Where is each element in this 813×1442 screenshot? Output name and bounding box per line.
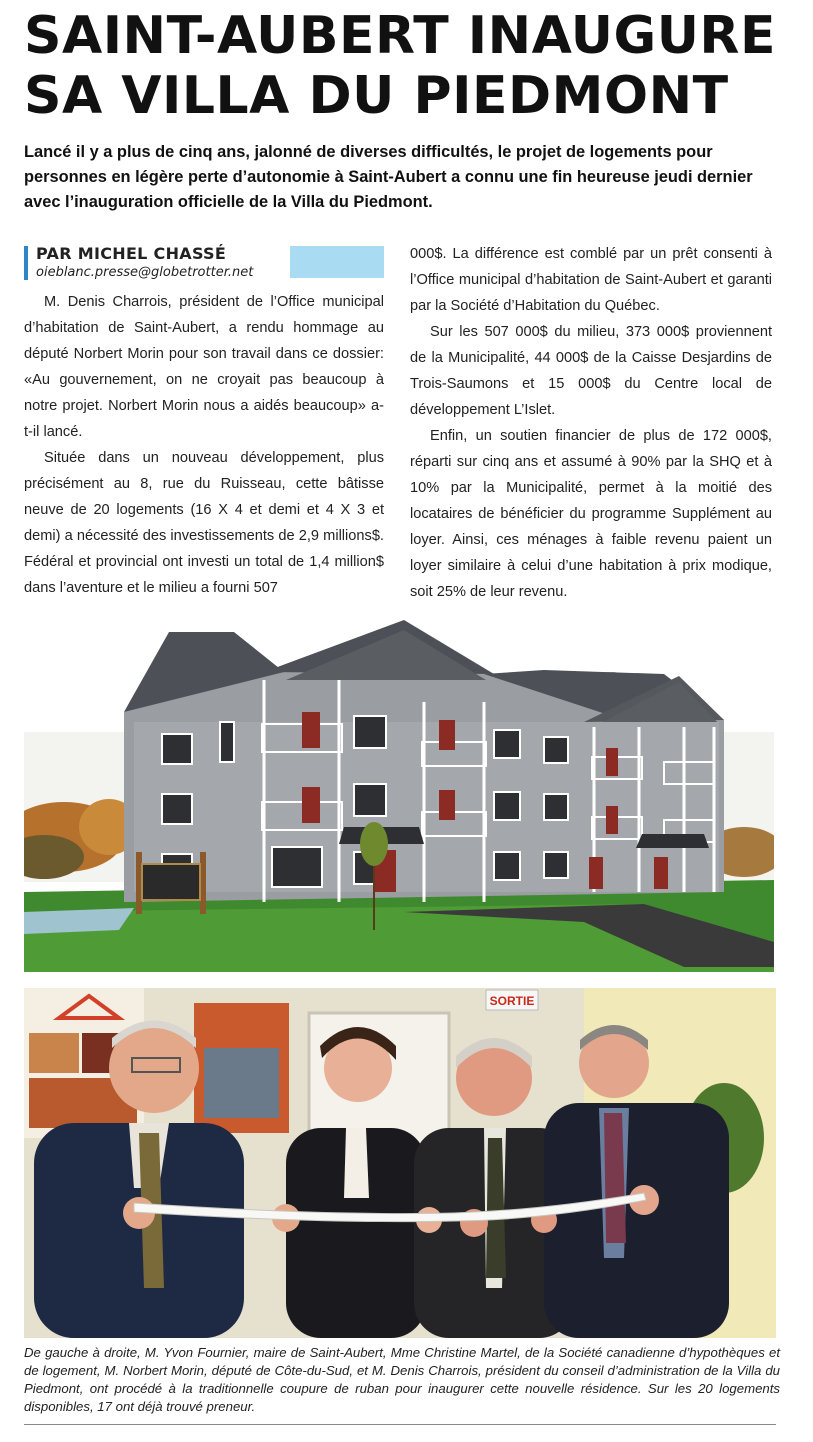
byline-accent-bar: [24, 246, 28, 280]
byline-color-box: [290, 246, 384, 278]
ribbon-cutting-photo: [24, 988, 776, 1338]
exit-sign-text: SORTIE: [489, 994, 535, 1008]
article-column-2: [410, 241, 772, 605]
body-paragraph: Sur les 507 000$ du milieu, 373 000$ proviennent de la Municipalité, 44 000$ de la Caisse Desjardins de Trois-Saumons et 15 000$ du Centre local de développement L’Islet.: [410, 324, 772, 418]
byline-author: PAR MICHEL CHASSÉ: [36, 244, 227, 263]
body-paragraph-continued: 000$. La différence est comblé par un prêt consenti à l’Office municipal d’habitation de Saint-Aubert et garanti par la Société d’Habitation du Québec.: [410, 246, 772, 314]
bottom-rule: [24, 1424, 776, 1425]
body-paragraph: M. Denis Charrois, président de l’Office municipal d’habitation de Saint-Aubert, a rendu hommage au député Norbert Morin pour son travail dans ce dossier: «Au gouvernement, on ne croyait pas beaucoup à notre projet. Norbert Morin nous a aidés beaucoup» a-t-il lancé.: [24, 294, 384, 440]
photo-caption: De gauche à droite, M. Yvon Fournier, maire de Saint-Aubert, Mme Christine Martel, de la Société canadienne d’hypothèques et de logement, M. Norbert Morin, député de Côte-du-Sud, et M. Denis Charrois, président du conseil d’administration de la Villa du Piedmont, ont procédé à la traditionnelle coupure de ruban pour inaugurer cette nouvelle résidence. Sur les 20 logements disponibles, 17 ont déjà trouvé preneur.: [24, 1345, 780, 1414]
article-column-1: [24, 289, 384, 601]
lede-paragraph: Lancé il y a plus de cinq ans, jalonné de diverses difficultés, le projet de logements pour personnes en légère perte d’autonomie à Saint-Aubert a connu une fin heureuse jeudi dernier avec l’inauguration officielle de la Villa du Piedmont.: [24, 143, 753, 211]
headline-line-2: SA VILLA DU PIEDMONT: [24, 66, 729, 126]
headline: [24, 6, 804, 126]
byline-email: oieblanc.presse@globetrotter.net: [36, 265, 254, 280]
building-photo: [24, 612, 774, 972]
headline-line-1: SAINT-AUBERT INAUGURE: [24, 6, 776, 66]
body-paragraph: Située dans un nouveau développement, plus précisément au 8, rue du Ruisseau, cette bâtisse neuve de 20 logements (16 X 4 et demi et 4 X 3 et demi) a nécessité des investissements de 2,9 millions$. Fédéral et provincial ont investi un total de 1,4 million$ dans l’aventure et le milieu a fourni 507: [24, 450, 384, 596]
body-paragraph: Enfin, un soutien financier de plus de 172 000$, réparti sur cinq ans et assumé à 90% par la SHQ et à 10% par la Municipalité, permet à la moitié des locataires de bénéficier du programme Supplément au loyer. Ainsi, ces ménages à faible revenu paient un loyer similaire à celui d’une habitation à prix modique, soit 25% de leur revenu.: [410, 428, 772, 600]
